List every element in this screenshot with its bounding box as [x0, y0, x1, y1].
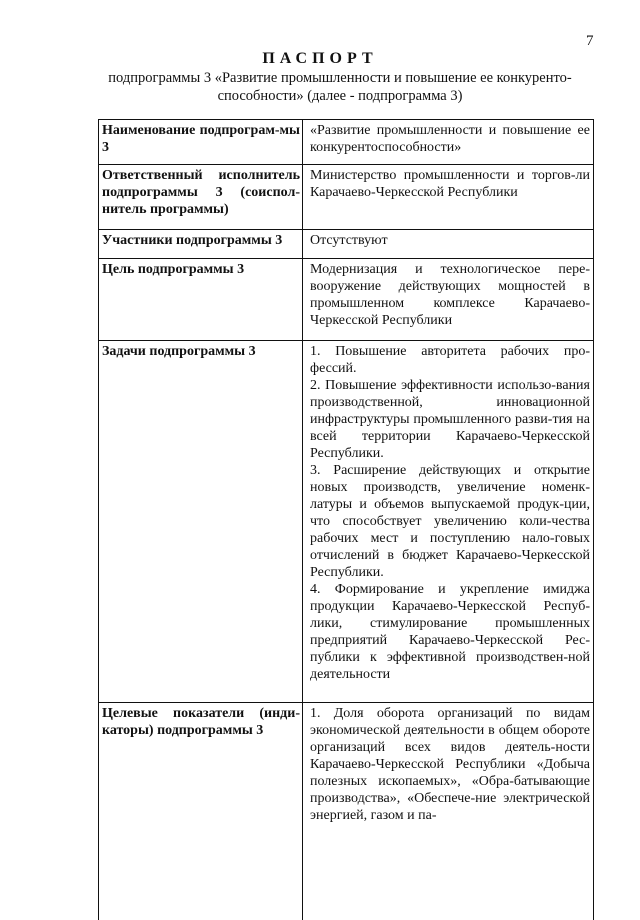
table-row-goal	[99, 259, 593, 341]
table-row-name	[99, 120, 593, 165]
document-subtitle: подпрограммы 3 «Развитие промышленности и повышение ее конкуренто-способности» (далее - подпрограмма 3)	[108, 70, 572, 104]
row-label: Ответственный исполнитель подпрограммы 3 (соиспол-нитель программы)	[99, 165, 303, 229]
table-row-responsible	[99, 165, 593, 230]
row-value: Министерство промышленности и торгов-ли Карачаево-Черкесской Республики	[310, 168, 590, 200]
page-number: 7	[586, 33, 594, 49]
row-label: Наименование подпрограм-мы 3	[99, 120, 303, 164]
task-item: 2. Повышение эффективности использо-вания производственной, инновационной инфраструктуры промышленного разви-тия на всей территории Карачаево-Черкесской Республики.	[310, 378, 590, 461]
row-label: Целевые показатели (инди-каторы) подпрограммы 3	[99, 703, 303, 920]
table-row-tasks	[99, 341, 593, 703]
row-value: «Развитие промышленности и повышение ее конкурентоспособности»	[310, 123, 590, 155]
passport-table	[98, 119, 594, 920]
task-item: 4. Формирование и укрепление имиджа продукции Карачаево-Черкесской Респуб-лики, стимулирование промышленных предприятий Карачаево-Черкесской Рес-публики к эффективной производствен-ной деятельности	[310, 582, 590, 682]
tasks-list	[304, 341, 593, 702]
table-row-participants	[99, 230, 593, 259]
row-value: Модернизация и технологическое пере-вооружение действующих мощностей в промышленном комплексе Карачаево-Черкесской Республики	[310, 262, 590, 328]
task-item: 1. Повышение авторитета рабочих про-фессий.	[310, 344, 590, 376]
row-label: Задачи подпрограммы 3	[99, 341, 303, 702]
row-label: Цель подпрограммы 3	[99, 259, 303, 340]
row-value: Отсутствуют	[310, 233, 388, 248]
task-item: 3. Расширение действующих и открытие новых производств, увеличение номенк-латуры и объемов выпускаемой продук-ции, что способствует увеличению коли-чества рабочих мест и поступлению нало-говых отчислений в бюджет Карачаево-Черкесской Республики.	[310, 463, 590, 580]
row-label: Участники подпрограммы 3	[99, 230, 303, 258]
table-row-indicators	[99, 703, 593, 920]
document-title: ПАСПОРТ	[262, 50, 378, 67]
row-value: 1. Доля оборота организаций по видам экономической деятельности в общем обороте организаций всех видов деятель-ности Карачаево-Черкесской Республики «Добыча полезных ископаемых», «Обра-батывающие производства», «Обеспече-ние электрической энергией, газом и па-	[310, 706, 590, 823]
